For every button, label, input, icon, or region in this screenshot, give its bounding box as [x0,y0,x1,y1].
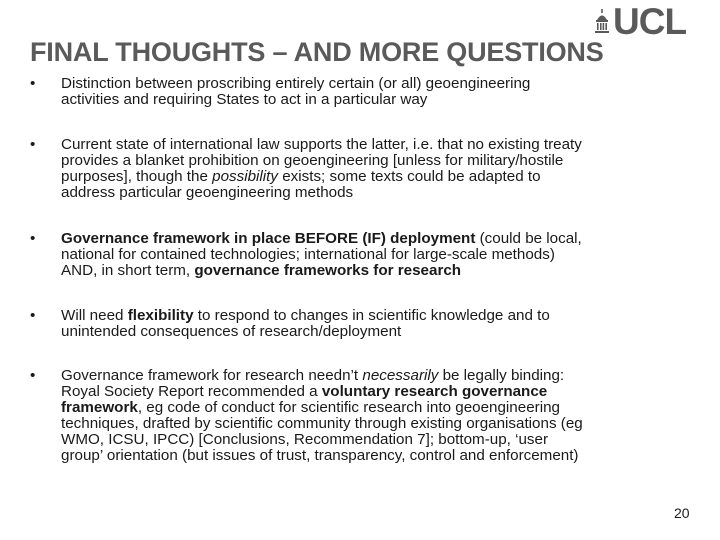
italic-text: necessarily [362,367,439,384]
text-run: AND, in short term, [61,262,195,279]
bullet-line [61,384,701,400]
text-run: be legally binding: [438,367,565,384]
text-run: Will need [61,307,128,324]
bullet-line [61,368,701,384]
emphasis-text: Governance framework in place BEFORE (IF) deployment [61,230,476,247]
bullet-line: activities and requiring States to act in a particular way [61,91,428,108]
bullet-line: WMO, ICSU, IPCC) [Conclusions, Recommendation 7]; bottom-up, ‘user [61,431,549,448]
bullet-marker: • [30,307,36,324]
bullet-text [61,76,701,108]
bullet-line: provides a blanket prohibition on geoengineering [unless for military/hostile [61,152,564,169]
bullet-line: group’ orientation (but issues of trust, transparency, control and enforcement) [61,447,579,464]
bullet-line [61,231,701,247]
bullet-marker: • [30,75,36,92]
text-run: purposes], though the [61,168,213,185]
bullet-marker: • [30,230,36,247]
emphasis-text: voluntary research governance [321,383,548,400]
emphasis-text: framework [61,399,138,416]
text-run: Royal Society Report recommended a [61,383,322,400]
emphasis-text: governance frameworks for research [194,262,462,279]
bullet-marker: • [30,367,36,384]
emphasis-text: flexibility [127,307,194,324]
bullet-line: national for contained technologies; international for large-scale methods) [61,246,555,263]
ucl-logo [594,2,686,42]
italic-text: possibility [212,168,278,185]
bullet-text [61,137,701,201]
bullet-line: techniques, drafted by scientific community through existing organisations (eg [61,415,583,432]
bullet-text [61,368,701,464]
text-run: Governance framework for research needn’t [61,367,363,384]
bullet-text [61,308,701,340]
bullet-line: Current state of international law supports the latter, i.e. that no existing treaty [61,136,582,153]
bullet-line [61,308,701,324]
bullet-line [61,169,701,185]
text-run: , eg code of conduct for scientific research into geoengineering [137,399,560,416]
bullet-line: unintended consequences of research/deployment [61,323,402,340]
bullet-marker: • [30,136,36,153]
bullet-line: Distinction between proscribing entirely certain (or all) geoengineering [61,75,531,92]
portico-dome-icon [594,9,610,35]
bullet-line: address particular geoengineering methods [61,184,354,201]
page-number: 20 [674,505,690,521]
bullet-line [61,263,701,279]
bullet-line [61,400,701,416]
text-run: to respond to changes in scientific knowledge and to [193,307,550,324]
text-run: exists; some texts could be adapted to [278,168,541,185]
bullet-text [61,231,701,279]
text-run: (could be local, [475,230,582,247]
logo-text: UCL [613,1,687,42]
slide-title: FINAL THOUGHTS – AND MORE QUESTIONS [30,37,604,67]
